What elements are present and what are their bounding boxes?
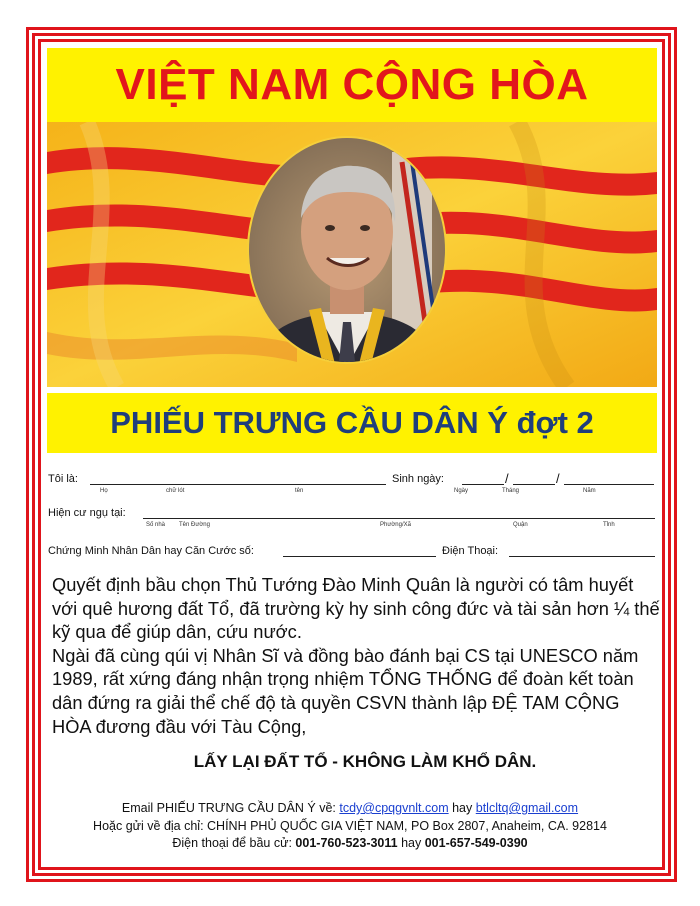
dob-month-line[interactable] [513,484,555,485]
hint-quan: Quận [513,522,528,528]
hint-ten-duong: Tên Đường [179,522,210,528]
name-field-label: Tôi là: [48,473,78,485]
dob-separator: / [556,471,560,486]
dob-field-label: Sinh ngày: [392,473,444,485]
subtitle-banner [47,393,657,453]
page-title: VIỆT NAM CỘNG HÒA [115,60,589,109]
dob-day-line[interactable] [462,484,504,485]
phone-prefix: Điện thoại để bầu cử: [172,836,292,850]
ballot-statement [52,573,662,738]
email-prefix: Email PHIẾU TRƯNG CẦU DÂN Ý về: [121,801,336,815]
title-banner [47,48,657,122]
email-link-tcdy[interactable]: tcdy@cpqgvnlt.com [339,801,449,815]
address-input-line[interactable] [143,518,655,519]
phone-number-1[interactable]: 001-760-523-3011 [295,836,398,850]
email-separator: hay [452,801,473,815]
email-link-btlcltq[interactable]: btlcltq@gmail.com [475,801,579,815]
id-input-line[interactable] [283,556,436,557]
hint-so-nha: Số nhà [146,522,166,528]
statement-paragraph-1: Quyết định bầu chọn Thủ Tướng Đào Minh Quân là người có tâm huyết với quê hương đất Tổ, đã trường kỳ hy sinh công đức và tài sản hơn ¼ thế kỹ qua để giúp dân, cứu nước. [52,574,660,643]
footer-phone-line [0,836,700,850]
phone-separator: hay [401,836,422,850]
dob-year-line[interactable] [564,484,654,485]
statement-paragraph-2: Ngài đã cùng qúi vị Nhân Sĩ và đồng bào đánh bại CS tại UNESCO năm 1989, rất xứng đáng nhận trọng nhiệm TỔNG THỐNG để đoàn kết toàn dân đứng ra giải thể chế độ tà quyền CSVN thành lập ĐỆ TAM CỘNG HÒA đương đầu với Tàu Cộng, [52,644,639,737]
footer-email-line [0,801,700,815]
address-field-label: Hiện cư ngụ tại: [48,507,126,519]
phone-input-line[interactable] [509,556,655,557]
hint-thang: Tháng [502,488,520,494]
hint-ten: tên [295,488,304,494]
name-input-line[interactable] [90,484,386,485]
hint-ngay: Ngày [454,488,469,494]
id-field-label: Chứng Minh Nhân Dân hay Căn Cước số: [48,545,254,557]
flag-portrait-image [47,122,657,387]
hint-ho: Họ [100,488,108,494]
hint-nam: Năm [583,488,596,494]
hint-phuong-xa: Phường/Xã [380,522,411,528]
phone-field-label: Điện Thoại: [442,545,499,557]
phone-number-2[interactable]: 001-657-549-0390 [424,836,528,850]
hint-chu-lot: chữ lót [166,488,185,494]
slogan: LẤY LẠI ĐẤT TỔ - KHÔNG LÀM KHỔ DÂN. [193,752,537,771]
ballot-subtitle: PHIẾU TRƯNG CẦU DÂN Ý đợt 2 [110,405,594,440]
footer-mail-address: Hoặc gửi về địa chỉ: CHÍNH PHỦ QUỐC GIA VIỆT NAM, PO Box 2807, Anaheim, CA. 92814 [93,819,607,833]
dob-separator: / [505,471,509,486]
hint-tinh: Tỉnh [603,522,615,528]
flag-illustration [47,122,657,387]
